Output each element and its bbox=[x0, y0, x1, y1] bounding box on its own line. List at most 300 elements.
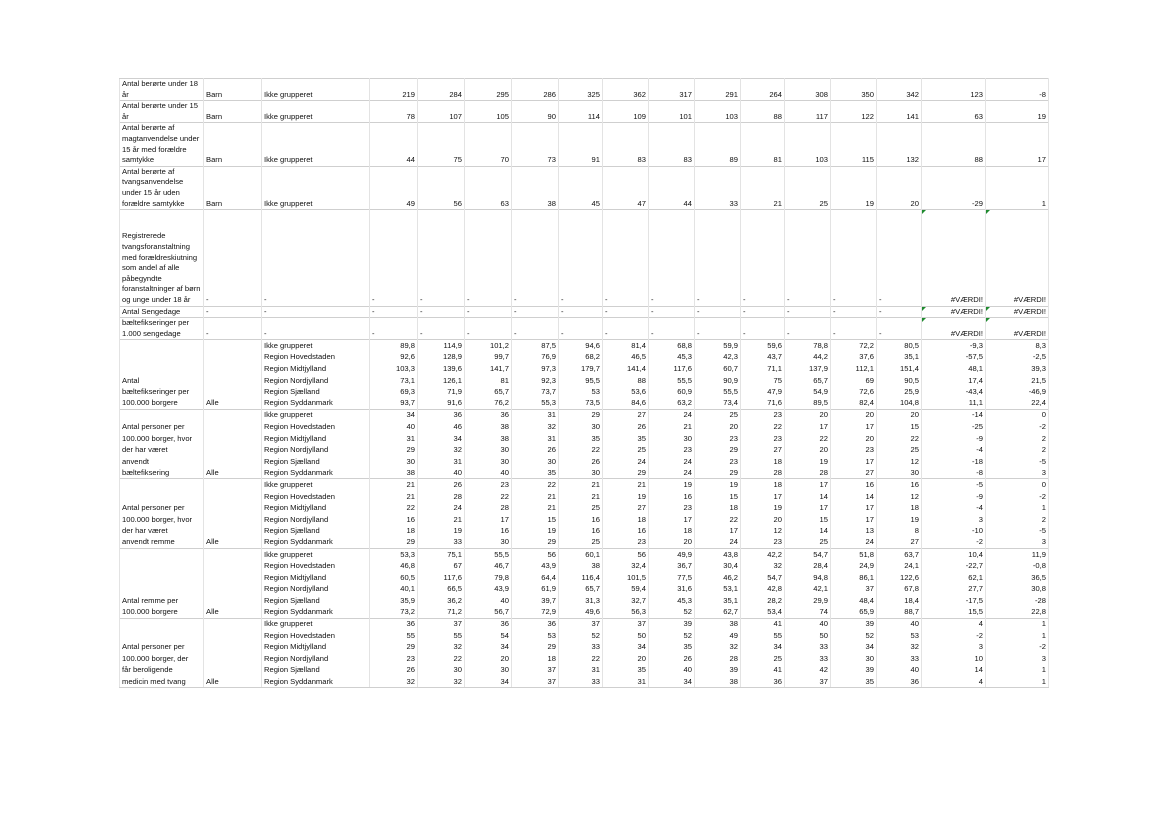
value-cell[interactable]: 40,1 bbox=[370, 583, 418, 595]
value-cell[interactable]: 22 bbox=[785, 433, 831, 445]
value-cell[interactable]: 36 bbox=[877, 676, 922, 688]
value-cell[interactable]: 39 bbox=[649, 618, 695, 630]
value-cell[interactable]: -5 bbox=[986, 525, 1049, 537]
value-cell[interactable]: -4 bbox=[922, 444, 986, 456]
group-cell[interactable]: Barn bbox=[204, 166, 262, 209]
value-cell[interactable]: 29,9 bbox=[785, 595, 831, 607]
value-cell[interactable]: 10 bbox=[922, 653, 986, 665]
value-cell[interactable]: 17 bbox=[831, 456, 877, 468]
indicator-cell[interactable]: Registrerede tvangsforanstaltning med forældreskiutning som andel af alle påbegyndte foranstaltninger af børn og unge under 18 år bbox=[120, 210, 204, 306]
group-cell[interactable] bbox=[204, 502, 262, 514]
value-cell[interactable]: 30 bbox=[465, 664, 512, 676]
value-cell[interactable]: 50 bbox=[785, 630, 831, 642]
value-cell[interactable]: 60,1 bbox=[559, 549, 603, 561]
value-cell[interactable]: - bbox=[370, 210, 418, 306]
value-cell[interactable]: 22 bbox=[370, 502, 418, 514]
value-cell[interactable]: 73 bbox=[512, 123, 559, 166]
value-cell[interactable]: 29 bbox=[370, 537, 418, 549]
value-cell[interactable]: -25 bbox=[922, 421, 986, 433]
value-cell[interactable]: #VÆRDI! bbox=[922, 306, 986, 318]
value-cell[interactable]: 22,4 bbox=[986, 398, 1049, 410]
value-cell[interactable]: 29 bbox=[559, 409, 603, 421]
value-cell[interactable]: 64,4 bbox=[512, 572, 559, 584]
value-cell[interactable]: - bbox=[831, 318, 877, 340]
group-cell[interactable]: Alle bbox=[204, 537, 262, 549]
indicator-cell[interactable] bbox=[120, 363, 204, 375]
value-cell[interactable]: 21 bbox=[512, 491, 559, 503]
value-cell[interactable]: 78 bbox=[370, 101, 418, 123]
value-cell[interactable]: 24 bbox=[649, 467, 695, 479]
value-cell[interactable]: 103,3 bbox=[370, 363, 418, 375]
group-cell[interactable]: Alle bbox=[204, 606, 262, 618]
region-cell[interactable]: Region Midtjylland bbox=[262, 433, 370, 445]
value-cell[interactable]: 66,5 bbox=[418, 583, 465, 595]
value-cell[interactable]: 36 bbox=[465, 409, 512, 421]
value-cell[interactable]: 34 bbox=[465, 641, 512, 653]
value-cell[interactable]: 117 bbox=[785, 101, 831, 123]
value-cell[interactable]: - bbox=[877, 318, 922, 340]
value-cell[interactable]: 73,5 bbox=[559, 398, 603, 410]
value-cell[interactable]: 55,5 bbox=[649, 375, 695, 387]
value-cell[interactable]: 151,4 bbox=[877, 363, 922, 375]
value-cell[interactable]: 31,3 bbox=[559, 595, 603, 607]
value-cell[interactable]: 17 bbox=[831, 502, 877, 514]
value-cell[interactable]: 72,2 bbox=[831, 340, 877, 352]
value-cell[interactable]: 39 bbox=[695, 664, 741, 676]
value-cell[interactable]: 2 bbox=[986, 433, 1049, 445]
value-cell[interactable]: 46,5 bbox=[603, 351, 649, 363]
value-cell[interactable]: 29 bbox=[370, 641, 418, 653]
indicator-cell[interactable]: der har været bbox=[120, 525, 204, 537]
value-cell[interactable]: 46,8 bbox=[370, 560, 418, 572]
value-cell[interactable]: 76,9 bbox=[512, 351, 559, 363]
value-cell[interactable]: 30 bbox=[370, 456, 418, 468]
group-cell[interactable] bbox=[204, 583, 262, 595]
value-cell[interactable]: 33 bbox=[559, 641, 603, 653]
value-cell[interactable]: 23 bbox=[695, 433, 741, 445]
value-cell[interactable]: 15 bbox=[695, 491, 741, 503]
value-cell[interactable]: 34 bbox=[465, 676, 512, 688]
value-cell[interactable]: 20 bbox=[877, 166, 922, 209]
value-cell[interactable]: 38 bbox=[695, 676, 741, 688]
region-cell[interactable]: Ikke grupperet bbox=[262, 479, 370, 491]
value-cell[interactable]: 65,7 bbox=[785, 375, 831, 387]
value-cell[interactable]: 16 bbox=[603, 525, 649, 537]
value-cell[interactable]: - bbox=[370, 306, 418, 318]
value-cell[interactable]: 90,9 bbox=[695, 375, 741, 387]
value-cell[interactable]: 67 bbox=[418, 560, 465, 572]
value-cell[interactable]: 37 bbox=[785, 676, 831, 688]
value-cell[interactable]: 10,4 bbox=[922, 549, 986, 561]
value-cell[interactable]: - bbox=[785, 210, 831, 306]
value-cell[interactable]: 40 bbox=[649, 664, 695, 676]
value-cell[interactable]: 32,4 bbox=[603, 560, 649, 572]
value-cell[interactable]: - bbox=[785, 318, 831, 340]
value-cell[interactable]: 25 bbox=[785, 166, 831, 209]
value-cell[interactable]: 3 bbox=[922, 641, 986, 653]
value-cell[interactable]: 16 bbox=[877, 479, 922, 491]
value-cell[interactable]: 31 bbox=[512, 433, 559, 445]
value-cell[interactable]: 107 bbox=[418, 101, 465, 123]
region-cell[interactable]: Region Nordjylland bbox=[262, 583, 370, 595]
value-cell[interactable]: - bbox=[418, 210, 465, 306]
value-cell[interactable]: 15 bbox=[785, 514, 831, 526]
indicator-cell[interactable] bbox=[120, 549, 204, 561]
value-cell[interactable]: - bbox=[512, 306, 559, 318]
indicator-cell[interactable]: Antal personer per bbox=[120, 502, 204, 514]
value-cell[interactable]: 18 bbox=[649, 525, 695, 537]
value-cell[interactable]: 33 bbox=[695, 166, 741, 209]
region-cell[interactable]: Region Hovedstaden bbox=[262, 560, 370, 572]
value-cell[interactable]: 79,8 bbox=[465, 572, 512, 584]
value-cell[interactable]: 39 bbox=[831, 618, 877, 630]
region-cell[interactable]: Region Syddanmark bbox=[262, 676, 370, 688]
indicator-cell[interactable]: 100.000 borger, der bbox=[120, 653, 204, 665]
value-cell[interactable]: 77,5 bbox=[649, 572, 695, 584]
value-cell[interactable]: 3 bbox=[986, 653, 1049, 665]
value-cell[interactable]: 92,3 bbox=[512, 375, 559, 387]
indicator-cell[interactable]: Antal berørte af magtanvendelse under 15 år med forældre samtykke bbox=[120, 123, 204, 166]
value-cell[interactable]: 49,9 bbox=[649, 549, 695, 561]
value-cell[interactable]: 20 bbox=[831, 409, 877, 421]
value-cell[interactable]: 72,9 bbox=[512, 606, 559, 618]
value-cell[interactable]: 63 bbox=[922, 101, 986, 123]
value-cell[interactable]: 52 bbox=[649, 630, 695, 642]
group-cell[interactable] bbox=[204, 456, 262, 468]
indicator-cell[interactable]: får beroligende bbox=[120, 664, 204, 676]
value-cell[interactable]: - bbox=[741, 210, 785, 306]
value-cell[interactable]: -43,4 bbox=[922, 386, 986, 398]
value-cell[interactable]: - bbox=[877, 210, 922, 306]
value-cell[interactable]: 101,5 bbox=[603, 572, 649, 584]
value-cell[interactable]: -2 bbox=[986, 641, 1049, 653]
region-cell[interactable]: Region Sjælland bbox=[262, 386, 370, 398]
value-cell[interactable]: 70 bbox=[465, 123, 512, 166]
value-cell[interactable]: 71,6 bbox=[741, 398, 785, 410]
value-cell[interactable]: 30,8 bbox=[986, 583, 1049, 595]
value-cell[interactable]: 114 bbox=[559, 101, 603, 123]
value-cell[interactable]: 22,8 bbox=[986, 606, 1049, 618]
region-cell[interactable]: Ikke grupperet bbox=[262, 549, 370, 561]
value-cell[interactable]: #VÆRDI! bbox=[986, 210, 1049, 306]
value-cell[interactable]: -9 bbox=[922, 433, 986, 445]
region-cell[interactable]: - bbox=[262, 318, 370, 340]
value-cell[interactable]: 55,5 bbox=[465, 549, 512, 561]
value-cell[interactable]: 25 bbox=[785, 537, 831, 549]
value-cell[interactable]: 21 bbox=[559, 491, 603, 503]
value-cell[interactable]: 25 bbox=[695, 409, 741, 421]
value-cell[interactable]: 103 bbox=[785, 123, 831, 166]
value-cell[interactable]: 37 bbox=[559, 618, 603, 630]
region-cell[interactable]: Region Hovedstaden bbox=[262, 421, 370, 433]
value-cell[interactable]: 36 bbox=[370, 618, 418, 630]
indicator-cell[interactable]: bæltefikseringer per 1.000 sengedage bbox=[120, 318, 204, 340]
value-cell[interactable]: 17 bbox=[785, 502, 831, 514]
value-cell[interactable]: 12 bbox=[877, 491, 922, 503]
value-cell[interactable]: 284 bbox=[418, 79, 465, 101]
value-cell[interactable]: 46,7 bbox=[465, 560, 512, 572]
value-cell[interactable]: - bbox=[695, 210, 741, 306]
value-cell[interactable]: 50 bbox=[603, 630, 649, 642]
value-cell[interactable]: 16 bbox=[370, 514, 418, 526]
value-cell[interactable]: 20 bbox=[465, 653, 512, 665]
region-cell[interactable]: Region Sjælland bbox=[262, 525, 370, 537]
value-cell[interactable]: 31 bbox=[512, 409, 559, 421]
value-cell[interactable]: 30 bbox=[831, 653, 877, 665]
value-cell[interactable]: 31 bbox=[418, 456, 465, 468]
value-cell[interactable]: 45,3 bbox=[649, 595, 695, 607]
region-cell[interactable]: Ikke grupperet bbox=[262, 123, 370, 166]
value-cell[interactable]: 29 bbox=[512, 641, 559, 653]
value-cell[interactable]: 137,9 bbox=[785, 363, 831, 375]
indicator-cell[interactable] bbox=[120, 340, 204, 352]
value-cell[interactable]: 17 bbox=[741, 491, 785, 503]
group-cell[interactable] bbox=[204, 433, 262, 445]
value-cell[interactable]: 60,9 bbox=[649, 386, 695, 398]
value-cell[interactable]: 22 bbox=[877, 433, 922, 445]
group-cell[interactable] bbox=[204, 630, 262, 642]
indicator-cell[interactable]: bæltefiksering bbox=[120, 467, 204, 479]
value-cell[interactable]: #VÆRDI! bbox=[986, 306, 1049, 318]
value-cell[interactable]: - bbox=[877, 306, 922, 318]
value-cell[interactable]: 26 bbox=[559, 456, 603, 468]
value-cell[interactable]: 22 bbox=[741, 421, 785, 433]
value-cell[interactable]: - bbox=[603, 306, 649, 318]
group-cell[interactable] bbox=[204, 386, 262, 398]
value-cell[interactable]: 15 bbox=[877, 421, 922, 433]
value-cell[interactable]: 44 bbox=[649, 166, 695, 209]
value-cell[interactable]: -18 bbox=[922, 456, 986, 468]
value-cell[interactable]: 40 bbox=[877, 618, 922, 630]
indicator-cell[interactable] bbox=[120, 351, 204, 363]
value-cell[interactable]: 38 bbox=[695, 618, 741, 630]
value-cell[interactable]: 40 bbox=[465, 595, 512, 607]
group-cell[interactable] bbox=[204, 525, 262, 537]
value-cell[interactable]: - bbox=[370, 318, 418, 340]
value-cell[interactable]: - bbox=[559, 318, 603, 340]
value-cell[interactable]: 29 bbox=[695, 444, 741, 456]
value-cell[interactable]: 23 bbox=[649, 444, 695, 456]
value-cell[interactable]: 42,1 bbox=[785, 583, 831, 595]
value-cell[interactable]: -5 bbox=[922, 479, 986, 491]
value-cell[interactable]: 122,6 bbox=[877, 572, 922, 584]
value-cell[interactable]: 35 bbox=[831, 676, 877, 688]
value-cell[interactable]: 40 bbox=[465, 467, 512, 479]
value-cell[interactable]: 75 bbox=[741, 375, 785, 387]
value-cell[interactable]: 325 bbox=[559, 79, 603, 101]
value-cell[interactable]: 82,4 bbox=[831, 398, 877, 410]
value-cell[interactable]: 91 bbox=[559, 123, 603, 166]
value-cell[interactable]: 117,6 bbox=[418, 572, 465, 584]
value-cell[interactable]: 128,9 bbox=[418, 351, 465, 363]
region-cell[interactable]: Region Midtjylland bbox=[262, 572, 370, 584]
value-cell[interactable]: 41 bbox=[741, 618, 785, 630]
value-cell[interactable]: 13 bbox=[831, 525, 877, 537]
value-cell[interactable]: 29 bbox=[603, 467, 649, 479]
value-cell[interactable]: 112,1 bbox=[831, 363, 877, 375]
value-cell[interactable]: -2 bbox=[922, 537, 986, 549]
value-cell[interactable]: 103 bbox=[695, 101, 741, 123]
value-cell[interactable]: -2 bbox=[986, 421, 1049, 433]
value-cell[interactable]: 75,1 bbox=[418, 549, 465, 561]
value-cell[interactable]: - bbox=[465, 210, 512, 306]
value-cell[interactable]: 0 bbox=[986, 409, 1049, 421]
value-cell[interactable]: 123 bbox=[922, 79, 986, 101]
value-cell[interactable]: 32 bbox=[512, 421, 559, 433]
value-cell[interactable]: 73,4 bbox=[695, 398, 741, 410]
value-cell[interactable]: 43,7 bbox=[741, 351, 785, 363]
value-cell[interactable]: 55,5 bbox=[695, 386, 741, 398]
value-cell[interactable]: 73,1 bbox=[370, 375, 418, 387]
value-cell[interactable]: 36 bbox=[741, 676, 785, 688]
value-cell[interactable]: -4 bbox=[922, 502, 986, 514]
value-cell[interactable]: 27 bbox=[741, 444, 785, 456]
value-cell[interactable]: 43,9 bbox=[465, 583, 512, 595]
value-cell[interactable]: 61,9 bbox=[512, 583, 559, 595]
group-cell[interactable]: - bbox=[204, 306, 262, 318]
value-cell[interactable]: 21 bbox=[559, 479, 603, 491]
value-cell[interactable]: 1 bbox=[986, 618, 1049, 630]
value-cell[interactable]: 26 bbox=[603, 421, 649, 433]
value-cell[interactable]: 141,7 bbox=[465, 363, 512, 375]
value-cell[interactable]: 33 bbox=[785, 641, 831, 653]
indicator-cell[interactable] bbox=[120, 479, 204, 491]
value-cell[interactable]: 11,1 bbox=[922, 398, 986, 410]
value-cell[interactable]: 18 bbox=[512, 653, 559, 665]
value-cell[interactable]: 139,6 bbox=[418, 363, 465, 375]
value-cell[interactable]: 32 bbox=[418, 444, 465, 456]
value-cell[interactable]: 15 bbox=[512, 514, 559, 526]
indicator-cell[interactable]: bæltefikseringer per bbox=[120, 386, 204, 398]
group-cell[interactable]: Alle bbox=[204, 398, 262, 410]
value-cell[interactable]: 28,2 bbox=[741, 595, 785, 607]
indicator-cell[interactable]: der har været bbox=[120, 444, 204, 456]
value-cell[interactable]: 19 bbox=[512, 525, 559, 537]
value-cell[interactable]: 95,5 bbox=[559, 375, 603, 387]
value-cell[interactable]: 1 bbox=[986, 664, 1049, 676]
value-cell[interactable]: 89,8 bbox=[370, 340, 418, 352]
value-cell[interactable]: 71,1 bbox=[741, 363, 785, 375]
value-cell[interactable]: 42,3 bbox=[695, 351, 741, 363]
group-cell[interactable] bbox=[204, 641, 262, 653]
value-cell[interactable]: 32,7 bbox=[603, 595, 649, 607]
value-cell[interactable]: 62,7 bbox=[695, 606, 741, 618]
value-cell[interactable]: 54,7 bbox=[785, 549, 831, 561]
group-cell[interactable] bbox=[204, 340, 262, 352]
value-cell[interactable]: 28 bbox=[418, 491, 465, 503]
value-cell[interactable]: 30,4 bbox=[695, 560, 741, 572]
group-cell[interactable] bbox=[204, 618, 262, 630]
value-cell[interactable]: -0,8 bbox=[986, 560, 1049, 572]
value-cell[interactable]: 14 bbox=[831, 491, 877, 503]
group-cell[interactable] bbox=[204, 514, 262, 526]
value-cell[interactable]: 30 bbox=[559, 421, 603, 433]
value-cell[interactable]: - bbox=[418, 318, 465, 340]
value-cell[interactable]: 30 bbox=[418, 664, 465, 676]
value-cell[interactable]: 132 bbox=[877, 123, 922, 166]
value-cell[interactable]: 54,9 bbox=[785, 386, 831, 398]
value-cell[interactable]: 17 bbox=[785, 479, 831, 491]
value-cell[interactable]: 350 bbox=[831, 79, 877, 101]
value-cell[interactable]: 28 bbox=[695, 653, 741, 665]
value-cell[interactable]: 91,6 bbox=[418, 398, 465, 410]
value-cell[interactable]: 179,7 bbox=[559, 363, 603, 375]
region-cell[interactable]: Region Midtjylland bbox=[262, 363, 370, 375]
value-cell[interactable]: 72,6 bbox=[831, 386, 877, 398]
value-cell[interactable]: 19 bbox=[785, 456, 831, 468]
value-cell[interactable]: - bbox=[741, 318, 785, 340]
value-cell[interactable]: 28,4 bbox=[785, 560, 831, 572]
value-cell[interactable]: 65,9 bbox=[831, 606, 877, 618]
group-cell[interactable] bbox=[204, 351, 262, 363]
value-cell[interactable]: 89,5 bbox=[785, 398, 831, 410]
value-cell[interactable]: 42 bbox=[785, 664, 831, 676]
group-cell[interactable]: Alle bbox=[204, 467, 262, 479]
value-cell[interactable]: 83 bbox=[603, 123, 649, 166]
value-cell[interactable]: 90,5 bbox=[877, 375, 922, 387]
value-cell[interactable]: 59,6 bbox=[741, 340, 785, 352]
value-cell[interactable]: 89 bbox=[695, 123, 741, 166]
value-cell[interactable]: 17 bbox=[695, 525, 741, 537]
value-cell[interactable]: -29 bbox=[922, 166, 986, 209]
value-cell[interactable]: 43,9 bbox=[512, 560, 559, 572]
value-cell[interactable]: 14 bbox=[785, 525, 831, 537]
value-cell[interactable]: 20 bbox=[877, 409, 922, 421]
value-cell[interactable]: 18 bbox=[741, 479, 785, 491]
group-cell[interactable] bbox=[204, 421, 262, 433]
value-cell[interactable]: - bbox=[831, 210, 877, 306]
value-cell[interactable]: 56,7 bbox=[465, 606, 512, 618]
value-cell[interactable]: 32 bbox=[877, 641, 922, 653]
value-cell[interactable]: 29 bbox=[695, 467, 741, 479]
value-cell[interactable]: 16 bbox=[465, 525, 512, 537]
value-cell[interactable]: 60,7 bbox=[695, 363, 741, 375]
value-cell[interactable]: 30 bbox=[465, 456, 512, 468]
value-cell[interactable]: 18 bbox=[370, 525, 418, 537]
value-cell[interactable]: 99,7 bbox=[465, 351, 512, 363]
value-cell[interactable]: 295 bbox=[465, 79, 512, 101]
region-cell[interactable]: Region Hovedstaden bbox=[262, 491, 370, 503]
value-cell[interactable]: 55 bbox=[370, 630, 418, 642]
value-cell[interactable]: 20 bbox=[785, 409, 831, 421]
value-cell[interactable]: 122 bbox=[831, 101, 877, 123]
group-cell[interactable] bbox=[204, 664, 262, 676]
value-cell[interactable]: - bbox=[831, 306, 877, 318]
value-cell[interactable]: 31,6 bbox=[649, 583, 695, 595]
value-cell[interactable]: 19 bbox=[603, 491, 649, 503]
value-cell[interactable]: 3 bbox=[922, 514, 986, 526]
value-cell[interactable]: 36 bbox=[465, 618, 512, 630]
value-cell[interactable]: 63,2 bbox=[649, 398, 695, 410]
value-cell[interactable]: 42,2 bbox=[741, 549, 785, 561]
region-cell[interactable]: Region Midtjylland bbox=[262, 641, 370, 653]
value-cell[interactable]: 38 bbox=[465, 421, 512, 433]
value-cell[interactable]: 44,2 bbox=[785, 351, 831, 363]
value-cell[interactable]: 54,7 bbox=[741, 572, 785, 584]
value-cell[interactable]: 29 bbox=[512, 537, 559, 549]
indicator-cell[interactable]: 100.000 borger, hvor bbox=[120, 514, 204, 526]
value-cell[interactable]: 18 bbox=[695, 502, 741, 514]
value-cell[interactable]: 32 bbox=[418, 676, 465, 688]
value-cell[interactable]: 28 bbox=[741, 467, 785, 479]
value-cell[interactable]: 68,8 bbox=[649, 340, 695, 352]
value-cell[interactable]: 25 bbox=[559, 537, 603, 549]
value-cell[interactable]: 18 bbox=[741, 456, 785, 468]
value-cell[interactable]: 26 bbox=[418, 479, 465, 491]
value-cell[interactable]: 83 bbox=[649, 123, 695, 166]
value-cell[interactable]: 24 bbox=[603, 456, 649, 468]
indicator-cell[interactable] bbox=[120, 630, 204, 642]
